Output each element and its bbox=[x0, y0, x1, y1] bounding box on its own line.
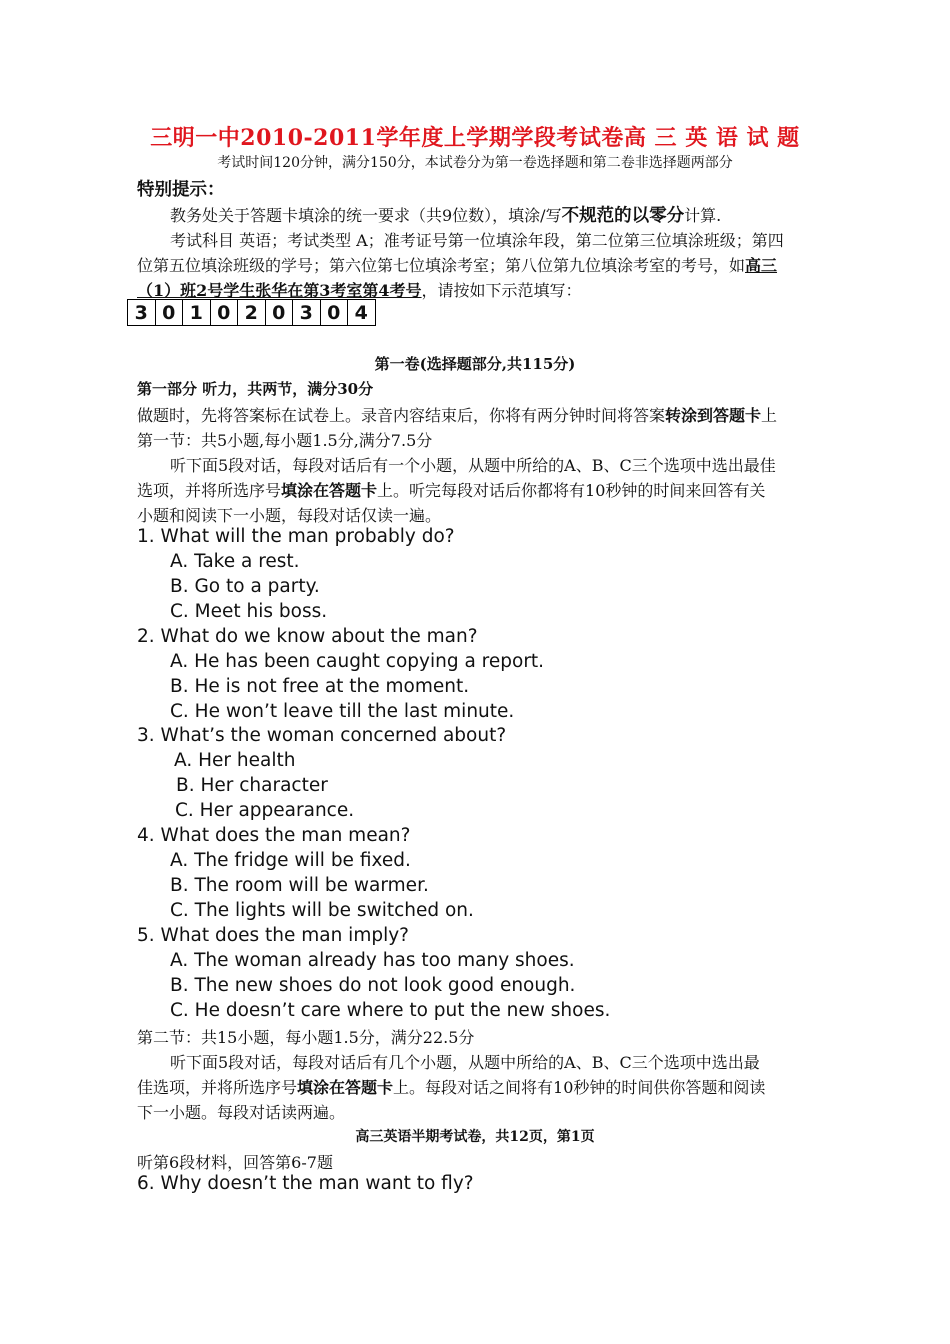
material-6-instruction: 听第6段材料，回答第6-7题 bbox=[137, 1153, 333, 1172]
option-1b: B. Go to a party. bbox=[170, 576, 320, 597]
section-1-para-1: 听下面5段对话，每段对话后有一个小题，从题中所给的A、B、C三个选项中选出最佳 bbox=[170, 456, 776, 475]
option-2a: A. He has been caught copying a report. bbox=[170, 651, 545, 672]
notice-text: ，请按如下示范填写： bbox=[421, 281, 582, 300]
section-2-para-2 bbox=[137, 1075, 765, 1098]
notice-text: 位第五位填涂班级的学号；第六位第七位填涂考室；第八位第九位填涂考室的考号，如 bbox=[137, 256, 746, 275]
para-text: 选项，并将所选序号 bbox=[137, 481, 282, 500]
section-2-para-1: 听下面5段对话，每段对话后有几个小题，从题中所给的A、B、C三个选项中选出最 bbox=[170, 1053, 760, 1072]
instruction-text: 上 bbox=[761, 406, 778, 425]
section-2-para-3: 下一小题。每段对话读两遍。 bbox=[137, 1103, 346, 1122]
exam-subtitle: 考试时间120分钟，满分150分，本试卷分为第一卷选择题和第二卷非选择题两部分 bbox=[217, 155, 733, 171]
instruction-emphasis: 转涂到答题卡 bbox=[665, 406, 762, 425]
option-5b: B. The new shoes do not look good enough. bbox=[170, 975, 576, 996]
sample-number-grid bbox=[127, 299, 376, 326]
option-3b: B. Her character bbox=[176, 775, 328, 796]
section-1-para-2 bbox=[137, 478, 765, 501]
sample-digit: 4 bbox=[354, 301, 368, 324]
option-1c: C. Meet his boss. bbox=[170, 601, 328, 622]
section-1-heading: 第一卷(选择题部分,共115分) bbox=[374, 355, 576, 373]
instruction-line bbox=[137, 403, 777, 426]
notice-line-4 bbox=[137, 278, 582, 301]
question-5: 5. What does the man imply? bbox=[137, 925, 409, 946]
sample-digit: 0 bbox=[211, 300, 239, 325]
notice-emphasis: 不规范的以零分 bbox=[561, 206, 685, 226]
para-text: 上。每段对话之间将有10秒钟的时间供你答题和阅读 bbox=[393, 1078, 766, 1097]
notice-line-1 bbox=[170, 202, 721, 227]
section-1-para-3: 小题和阅读下一小题，每段对话仅读一遍。 bbox=[137, 506, 442, 525]
question-2: 2. What do we know about the man? bbox=[137, 626, 478, 647]
option-5c: C. He doesn’t care where to put the new shoes. bbox=[170, 1000, 611, 1021]
question-1: 1. What will the man probably do? bbox=[137, 526, 455, 547]
sample-digit: 3 bbox=[293, 300, 321, 325]
question-6: 6. Why doesn’t the man want to fly? bbox=[137, 1173, 474, 1194]
notice-text: 计算. bbox=[684, 206, 722, 225]
sample-digit: 0 bbox=[156, 300, 184, 325]
option-5a: A. The woman already has too many shoes. bbox=[170, 950, 575, 971]
para-text: 佳选项，并将所选序号 bbox=[137, 1078, 298, 1097]
option-3a: A. Her health bbox=[174, 750, 296, 771]
question-3: 3. What’s the woman concerned about? bbox=[137, 725, 507, 746]
sample-digit: 1 bbox=[183, 300, 211, 325]
sample-digit: 0 bbox=[266, 300, 294, 325]
page-footer: 高三英语半期考试卷，共12页，第1页 bbox=[355, 1129, 595, 1145]
option-4b: B. The room will be warmer. bbox=[170, 875, 429, 896]
instruction-text: 做题时，先将答案标在试卷上。录音内容结束后，你将有两分钟时间将答案 bbox=[137, 406, 666, 425]
option-3c: C. Her appearance. bbox=[175, 800, 355, 821]
sample-digit: 3 bbox=[128, 300, 156, 325]
notice-example: 高三 bbox=[745, 256, 778, 275]
notice-example: （1）班2号学生张华在第3考室第4考号 bbox=[137, 281, 422, 300]
option-2b: B. He is not free at the moment. bbox=[170, 676, 470, 697]
para-emphasis: 填涂在答题卡 bbox=[281, 481, 378, 500]
notice-heading: 特别提示： bbox=[137, 180, 225, 200]
notice-line-3 bbox=[137, 253, 777, 276]
sample-digit: 0 bbox=[321, 300, 349, 325]
part-1-heading: 第一部分 听力，共两节，满分30分 bbox=[137, 380, 374, 398]
option-1a: A. Take a rest. bbox=[170, 551, 300, 572]
para-text: 上。听完每段对话后你都将有10秒钟的时间来回答有关 bbox=[377, 481, 766, 500]
notice-text: 教务处关于答题卡填涂的统一要求（共9位数），填涂/写 bbox=[170, 206, 562, 225]
option-4a: A. The fridge will be fixed. bbox=[170, 850, 411, 871]
option-2c: C. He won’t leave till the last minute. bbox=[170, 701, 515, 722]
section-2-heading: 第二节：共15小题，每小题1.5分，满分22.5分 bbox=[137, 1028, 475, 1047]
notice-line-2: 考试科目 英语；考试类型 A；准考证号第一位填涂年段，第二位第三位填涂班级；第四 bbox=[170, 231, 784, 250]
sample-digit: 2 bbox=[238, 300, 266, 325]
section-1-subheading: 第一节：共5小题,每小题1.5分,满分7.5分 bbox=[137, 431, 433, 450]
question-4: 4. What does the man mean? bbox=[137, 825, 411, 846]
exam-title: 三明一中2010-2011学年度上学期学段考试卷高 三 英 语 试 题 bbox=[150, 125, 800, 151]
para-emphasis: 填涂在答题卡 bbox=[297, 1078, 394, 1097]
option-4c: C. The lights will be switched on. bbox=[170, 900, 474, 921]
